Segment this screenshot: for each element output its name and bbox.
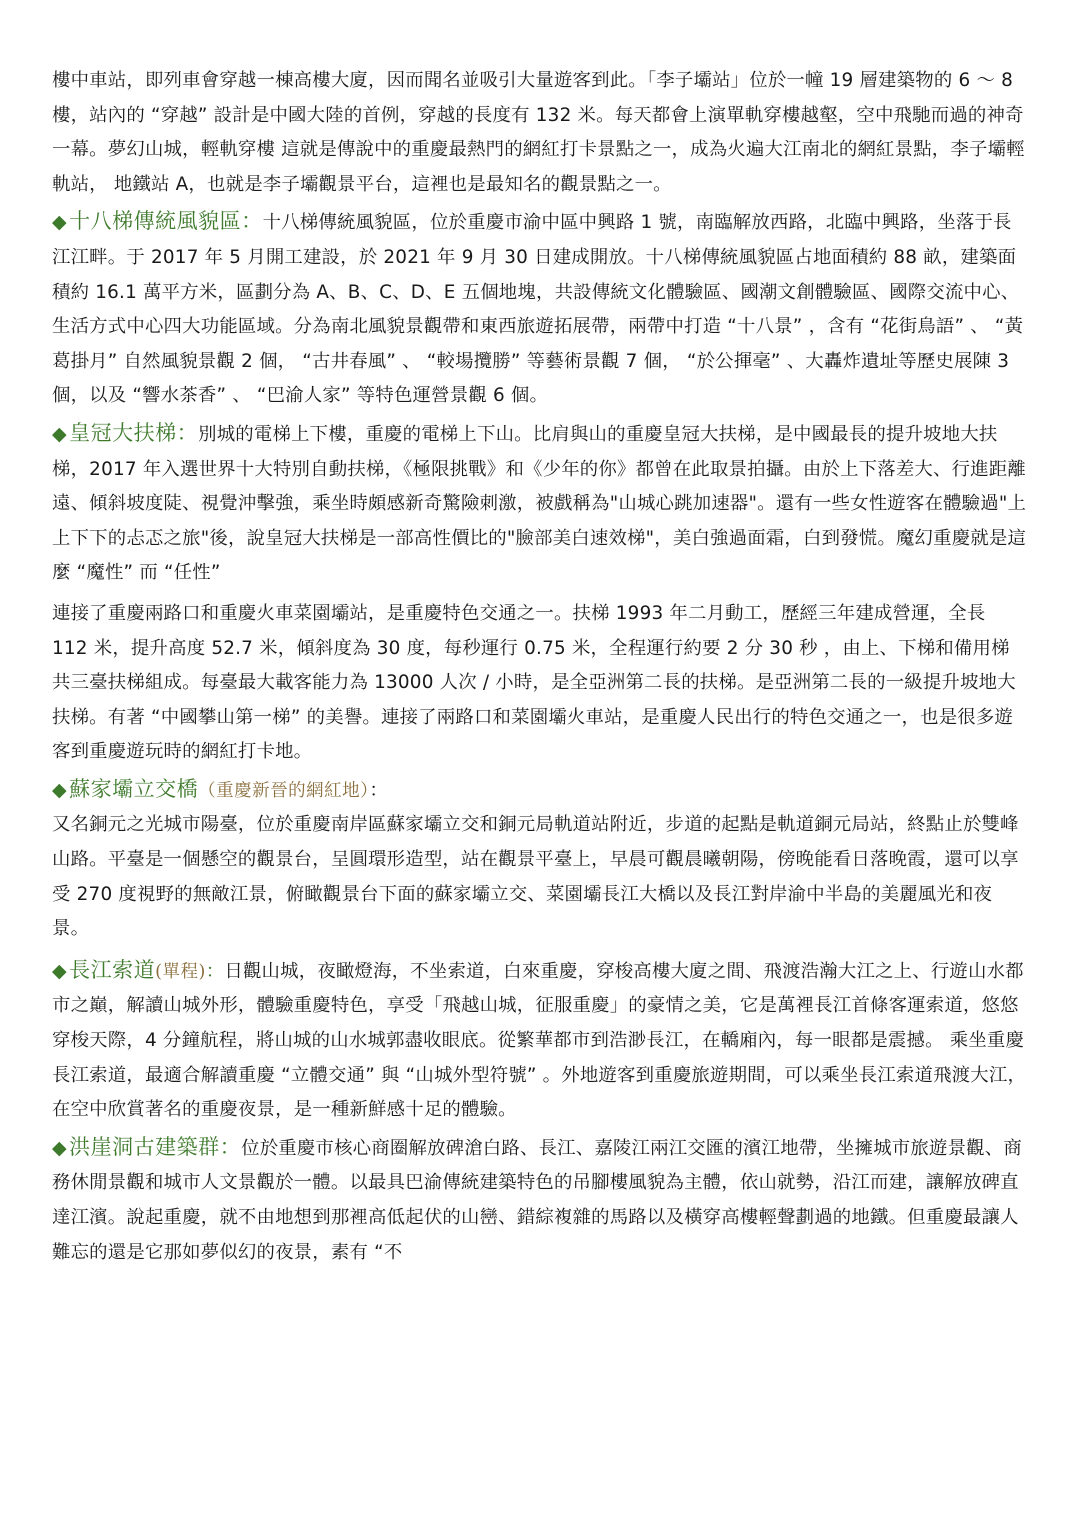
section-heading-line [52, 772, 1027, 809]
section-sujiaba [52, 772, 1027, 947]
diamond-bullet-icon: ◆ [52, 211, 68, 234]
diamond-bullet-icon: ◆ [52, 422, 68, 445]
section-heading [52, 777, 198, 801]
section-subtitle: （重慶新晉的網紅地） [198, 780, 370, 801]
section-subtitle: (單程) [155, 961, 206, 982]
section-body: 位於重慶市核心商圈解放碑滄白路、長江、嘉陵江兩江交匯的濱江地帶，坐擁城市旅遊景觀、商務休閒景觀和城市人文景觀於一體。以最具巴渝傳統建築特色的吊腳樓風貌為主體，依山就勢，沿江而建，讓解放碑直達江濱。說起重慶，就不由地想到那裡高低起伏的山巒、錯綜複雜的馬路以及橫穿高樓輕聲劃過的地鐵。但重慶最讓人難忘的還是它那如夢似幻的夜景，素有 “不 [52, 1137, 1022, 1263]
section-heading [52, 421, 198, 445]
intro-paragraph: 樓中車站，即列車會穿越一棟高樓大廈，因而聞名並吸引大量遊客到此。「李子壩站」位於一幢 19 層建築物的 6 ～ 8 樓，站內的 “穿越” 設計是中國大陸的首例，穿越的長度有 132 米。每天都會上演單軌穿樓越壑，空中飛馳而過的神奇一幕。夢幻山城，輕軌穿樓 這就是傳說中的重慶最熱門的網紅打卡景點之一，成為火遍大江南北的網紅景點，李子壩輕軌站， 地鐵站 A，也就是李子壩觀景平台，這裡也是最知名的觀景點之一。 [52, 70, 1025, 195]
section-heading [52, 209, 263, 233]
section-title: 洪崖洞古建築群 [69, 1134, 220, 1159]
section-colon: ： [219, 1134, 242, 1159]
section-heading [52, 1135, 241, 1159]
section-shibati [52, 204, 1027, 414]
section-hongyadong [52, 1130, 1027, 1270]
section-title: 十八梯傳統風貌區 [69, 209, 242, 234]
section-body: 又名銅元之光城市陽臺，位於重慶南岸區蘇家壩立交和銅元局軌道站附近，步道的起點是軌道銅元局站，終點止於雙峰山路。平臺是一個懸空的觀景台，呈圓環形造型，站在觀景平臺上，早晨可觀晨曦朝陽，傍晚能看日落晚霞，還可以享受 270 度視野的無敵江景，俯瞰觀景台下面的蘇家壩立交、菜園壩長江大橋以及長江對岸渝中半島的美麗風光和夜景。 [52, 814, 1019, 940]
diamond-bullet-icon: ◆ [52, 778, 68, 801]
section-title: 長江索道 [69, 957, 156, 982]
section-colon: ： [241, 209, 263, 234]
section-title: 蘇家壩立交橋 [69, 776, 199, 801]
diamond-bullet-icon: ◆ [52, 1136, 68, 1159]
section-escalator [52, 416, 1027, 591]
section-colon: ： [176, 420, 199, 445]
section-body: 十八梯傳統風貌區，位於重慶市渝中區中興路 1 號，南臨解放西路，北臨中興路，坐落于長江江畔。于 2017 年 5 月開工建設，於 2021 年 9 月 30 日建成開放。十八梯傳統風貌區占地面積約 88 畝，建築面積約 16.1 萬平方米，區劃分為 A、B、C、D、E 五個地塊，共設傳統文化體驗區、國潮文創體驗區、國際交流中心、生活方式中心四大功能區域。分為南北風貌景觀帶和東西旅遊拓展帶，兩帶中打造 “十八景” ，含有 “花街鳥語” 、 “黃葛掛月” 自然風貌景觀 2 個， “古井春風” 、 “較場攬勝” 等藝術景觀 7 個， “於公揮毫” 、大轟炸遺址等歷史展陳 3 個，以及 “響水茶香” 、 “巴渝人家” 等特色運營景觀 6 個。 [52, 212, 1024, 407]
section-colon: ： [369, 779, 388, 801]
section-escalator-continued: 連接了重慶兩路口和重慶火車菜園壩站，是重慶特色交通之一。扶梯 1993 年二月動工，歷經三年建成營運，全長 112 米，提升高度 52.7 米，傾斜度為 30 度，每秒運行 0.75 米，全程運行約要 2 分 30 秒 ，由上、下梯和備用梯共三臺扶梯組成。每臺最大載客能力為 13000 人次 / 小時，是全亞洲第二長的扶梯。是亞洲第二長的一級提升坡地大扶梯。有著 “中國攀山第一梯” 的美譽。連接了兩路口和菜園壩火車站，是重慶人民出行的特色交通之一，也是很多遊客到重慶遊玩時的網紅打卡地。 [52, 602, 1016, 763]
diamond-bullet-icon: ◆ [52, 959, 68, 982]
document-page [52, 64, 1027, 1270]
section-title: 皇冠大扶梯 [69, 420, 177, 445]
section-cableway [52, 953, 1027, 1128]
section-heading [52, 958, 155, 982]
section-body: 別城的電梯上下樓，重慶的電梯上下山。比肩與山的重慶皇冠大扶梯，是中國最長的提升坡地大扶梯，2017 年入選世界十大特別自動扶梯，《極限挑戰》和《少年的你》都曾在此取景拍攝。由於上下落差大、行進距離遠、傾斜坡度陡、視覺沖擊強，乘坐時頗感新奇驚險刺激，被戲稱為"山城心跳加速器"。還有一些女性遊客在體驗過"上上下下的忐忑之旅"後，說皇冠大扶梯是一部高性價比的"臉部美白速效梯"，美白強過面霜，白到發慌。魔幻重慶就是這麼 “魔性” 而 “任性” [52, 423, 1027, 584]
section-body: 日觀山城，夜瞰燈海，不坐索道，白來重慶，穿梭高樓大廈之間、飛渡浩瀚大江之上、行遊山水都市之巔，解讀山城外形，體驗重慶特色，享受「飛越山城，征服重慶」的豪情之美，它是萬裡長江首條客運索道，悠悠穿梭天際，4 分鐘航程，將山城的山水城郭盡收眼底。從繁華都市到浩渺長江，在轎廂內，每一眼都是震撼。 乘坐重慶長江索道，最適合解讀重慶 “立體交通” 與 “山城外型符號” 。外地遊客到重慶旅遊期間，可以乘坐長江索道飛渡大江，在空中欣賞著名的重慶夜景，是一種新鮮感十足的體驗。 [52, 960, 1027, 1121]
section-colon: ： [205, 960, 225, 982]
